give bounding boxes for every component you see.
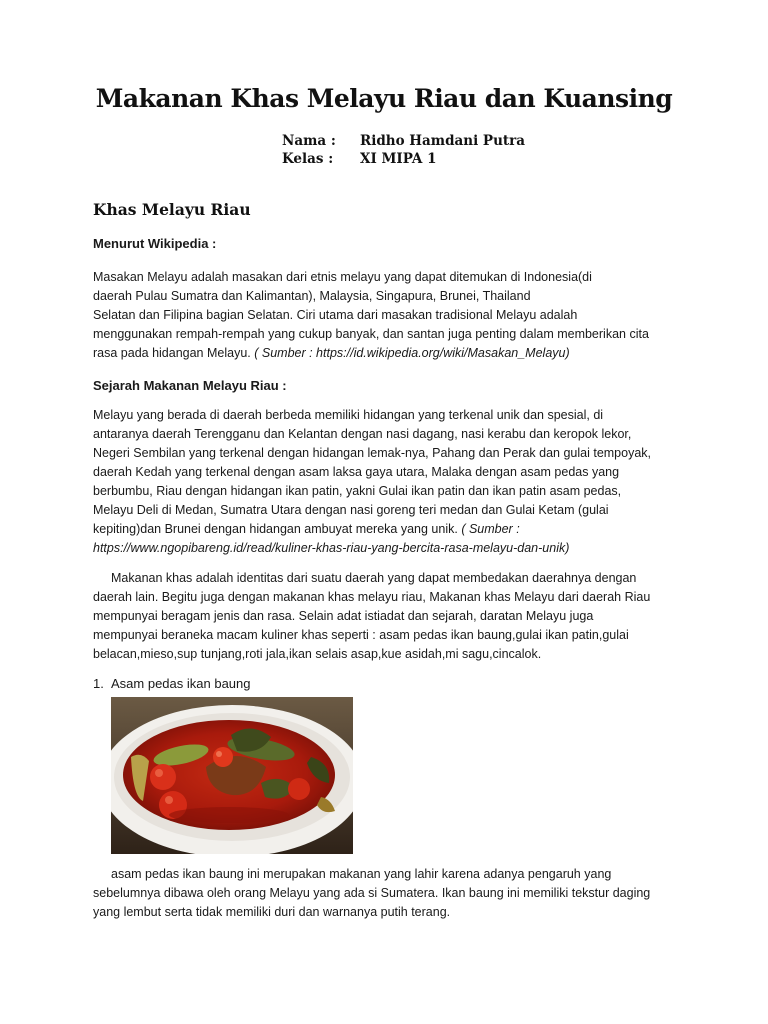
paragraph-line: antaranya daerah Terengganu dan Kelantan dengan nasi dagang, nasi kerabu dan keropok lekor, [93,427,632,441]
name-row [282,132,525,150]
paragraph-line: belacan,mieso,sup tunjang,roti jala,ikan selais asap,kue asidah,mi sagu,cincalok. [93,647,542,661]
paragraph-line: Melayu Deli di Medan, Sumatra Utara dengan nasi goreng teri medan dan Gulai Ketam (gulai [93,503,609,517]
paragraph-text: rasa pada hidangan Melayu. [93,346,251,360]
name-value: Ridho Hamdani Putra [360,133,525,149]
history-paragraph [93,406,685,558]
baung-paragraph [93,865,685,922]
paragraph-line [93,520,685,539]
paragraph-line: Makanan khas adalah identitas dari suatu daerah yang dapat membedakan daerahnya dengan [111,571,637,585]
identity-paragraph [93,569,685,664]
class-row [282,150,525,168]
name-label: Nama : [282,133,336,149]
paragraph-line: mempunyai beraneka macam kuliner khas seperti : asam pedas ikan baung,gulai ikan patin,gulai [93,628,629,642]
wiki-heading: Menurut Wikipedia : [93,236,217,251]
paragraph-line: Masakan Melayu adalah masakan dari etnis melayu yang dapat ditemukan di Indonesia(di [93,270,592,284]
class-value: XI MIPA 1 [360,151,437,167]
paragraph-line: Selatan dan Filipina bagian Selatan. Ciri utama dari masakan tradisional Melayu adalah [93,308,578,322]
paragraph-line: asam pedas ikan baung ini merupakan makanan yang lahir karena adanya pengaruh yang [111,867,612,881]
asam-pedas-image [111,697,353,854]
paragraph-text: kepiting)dan Brunei dengan hidangan ambuyat mereka yang unik. [93,522,458,536]
paragraph-line: daerah Pulau Sumatra dan Kalimantan), Malaysia, Singapura, Brunei, Thailand [93,289,531,303]
paragraph-line [93,344,685,363]
list-item-number: 1. [93,676,104,691]
paragraph-line: mempunyai beragam jenis dan rasa. Selain adat istiadat dan sejarah, daratan Melayu juga [93,609,594,623]
section-heading: Khas Melayu Riau [93,200,251,219]
paragraph-line: sebelumnya dibawa oleh orang Melayu yang ada si Sumatera. Ikan baung ini memiliki tekstur daging [93,886,651,900]
history-source-url: https://www.ngopibareng.id/read/kuliner-khas-riau-yang-bercita-rasa-melayu-dan-unik) [93,541,570,555]
paragraph-line: daerah Kedah yang terkenal dengan asam laksa gaya utara, Malaka dengan asam pedas yang [93,465,620,479]
paragraph-line: menggunakan rempah-rempah yang cukup banyak, dan santan juga penting dalam memberikan cita [93,327,649,341]
class-label: Kelas : [282,151,334,167]
identity-block [282,132,525,168]
paragraph-line: Melayu yang berada di daerah berbeda memiliki hidangan yang terkenal unik dan spesial, di [93,408,604,422]
food-photo [111,697,353,854]
history-heading: Sejarah Makanan Melayu Riau : [93,378,287,393]
paragraph-line: yang lembut serta tidak memiliki duri dan warnanya putih terang. [93,905,451,919]
paragraph-line: daerah lain. Begitu juga dengan makanan khas melayu riau, Makanan khas Melayu dari daerah Riau [93,590,651,604]
history-source-label: ( Sumber : [457,522,520,536]
wiki-paragraph [93,268,685,363]
page-title: Makanan Khas Melayu Riau dan Kuansing [95,84,673,113]
list-item [93,676,250,691]
list-item-label: Asam pedas ikan baung [111,676,251,691]
paragraph-line: berbumbu, Riau dengan hidangan ikan patin, yakni Gulai ikan patin dan ikan patin asam pedas, [93,484,622,498]
paragraph-line: Negeri Sembilan yang terkenal dengan hidangan lemak-nya, Pahang dan Perak dan gulai tempoyak, [93,446,652,460]
wiki-source-citation: ( Sumber : https://id.wikipedia.org/wiki/Masakan_Melayu) [250,346,570,360]
